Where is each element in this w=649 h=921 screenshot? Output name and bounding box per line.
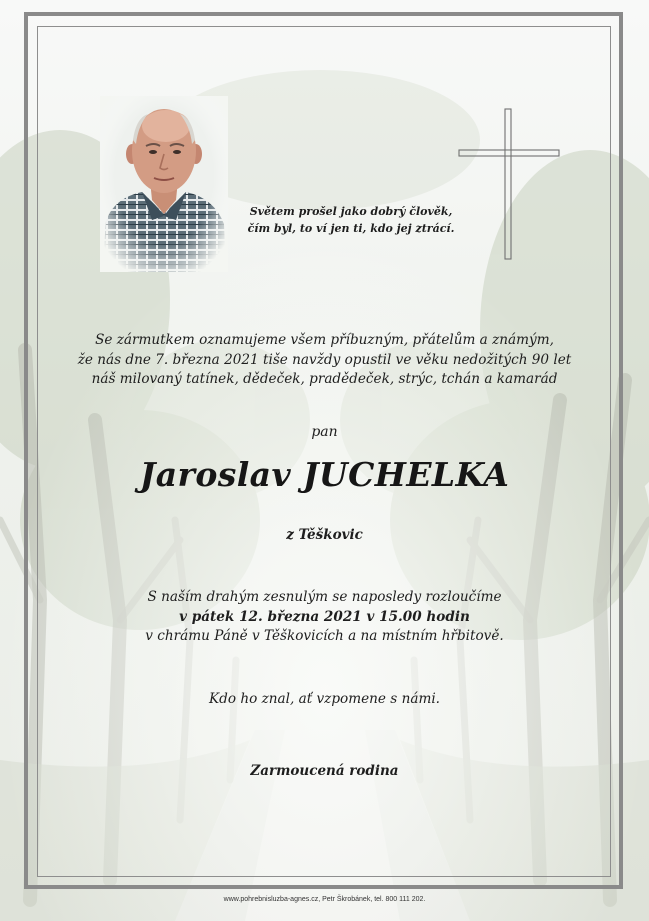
funeral-details [70, 588, 579, 647]
deceased-name: Jaroslav JUCHELKA [139, 455, 510, 494]
announcement-line: náš milovaný tatínek, dědeček, pradědeček, strýc, tchán a kamarád [91, 371, 558, 387]
remembrance-line: Kdo ho znal, ať vzpomene s námi. [208, 691, 441, 707]
funeral-place: v chrámu Páně v Těškovicích a na místním hřbitově. [145, 628, 504, 644]
motto-line: Světem prošel jako dobrý člověk, [249, 205, 453, 218]
announcement-text [70, 331, 579, 390]
place-of-origin: z Těškovic [286, 527, 363, 543]
funeral-date-time: v pátek 12. března 2021 v 15.00 hodin [179, 608, 470, 625]
portrait-photo [100, 96, 228, 272]
cross-icon [458, 108, 560, 260]
memorial-motto [236, 203, 466, 237]
family-signature: Zarmoucená rodina [250, 763, 399, 779]
announcement-line: že nás dne 7. března 2021 tiše navždy opustil ve věku nedožitých 90 let [77, 351, 572, 368]
motto-line: čím byl, to ví jen ti, kdo jej ztrácí. [247, 222, 455, 235]
honorific: pan [311, 424, 338, 440]
funeral-line: S naším drahým zesnulým se naposledy rozloučíme [147, 589, 502, 605]
footer-contact: www.pohrebnisluzba-agnes.cz, Petr Škrobánek, tel. 800 111 202. [223, 896, 426, 903]
announcement-line: Se zármutkem oznamujeme všem příbuzným, přátelům a známým, [95, 332, 554, 348]
